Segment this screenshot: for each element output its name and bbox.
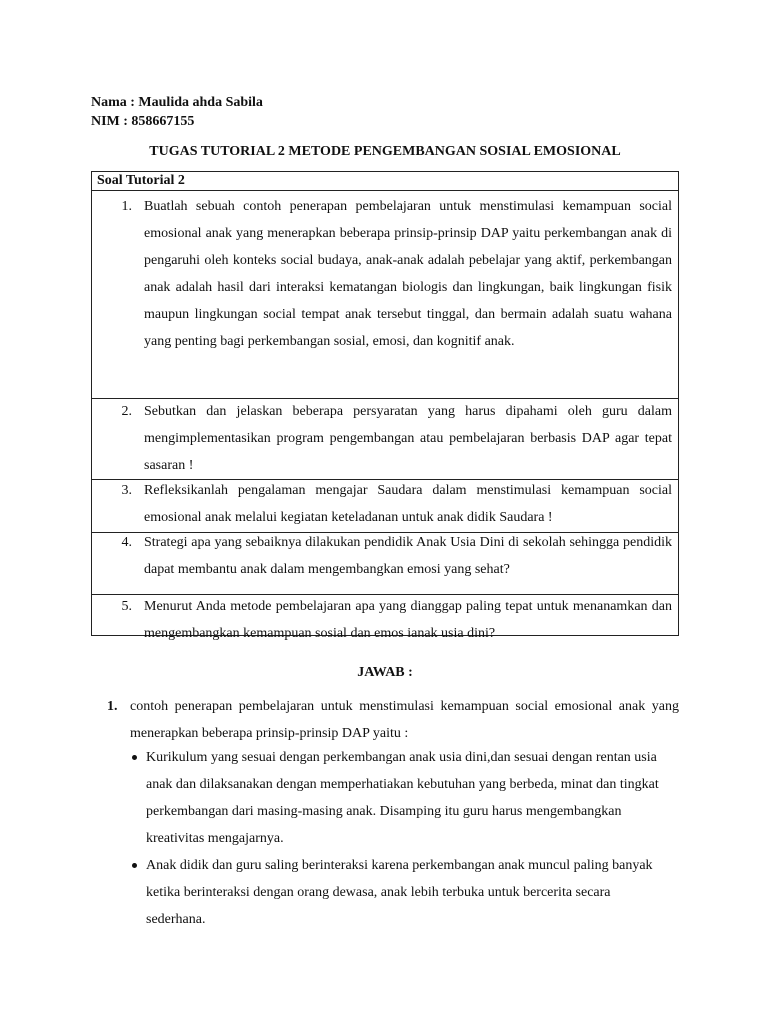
jawab-title: JAWAB :	[357, 665, 413, 680]
bullet-text: Kurikulum yang sesuai dengan perkembangan anak usia dini,dan sesuai dengan rentan usia anak dan dilaksanakan dengan memperhatiakan kebutuhan yang berbeda, minat dan tingkat perkembangan dari masing-masing anak. Disamping itu guru harus mengembangkan kreativitas mengajarnya.	[146, 750, 659, 846]
soal-table	[91, 171, 679, 641]
answer-number: 1.	[107, 699, 118, 714]
question-row-4	[92, 533, 678, 595]
question-number: 2.	[121, 404, 132, 419]
question-number: 5.	[121, 599, 132, 614]
question-text: Menurut Anda metode pembelajaran apa yang dianggap paling tepat untuk menanamkan dan mengembangkan kemampuan sosial dan emos ianak usia dini?	[144, 599, 672, 641]
student-name: Nama : Maulida ahda Sabila	[91, 95, 263, 110]
bullet-icon	[132, 755, 137, 760]
question-number: 4.	[121, 535, 132, 550]
answer-bullet-list	[130, 744, 660, 933]
answer-bullet-item	[130, 852, 660, 933]
table-header: Soal Tutorial 2	[92, 172, 678, 191]
question-text: Strategi apa yang sebaiknya dilakukan pendidik Anak Usia Dini di sekolah sehingga pendidik dapat membantu anak dalam mengembangkan emosi yang sehat?	[144, 535, 672, 577]
question-row-3	[92, 480, 678, 533]
question-row-2	[92, 399, 678, 480]
question-row-1	[92, 191, 678, 399]
question-text: Buatlah sebuah contoh penerapan pembelajaran untuk menstimulasi kemampuan social emosional anak yang menerapkan beberapa prinsip-prinsip DAP yaitu perkembangan anak di pengaruhi oleh konteks social budaya, anak-anak adalah pebelajar yang aktif, perkembangan anak adalah hasil dari interaksi kematangan biologis dan lingkungan, baik lingkungan fisik maupun lingkungan social tempat anak tersebut tinggal, dan bermain adalah suatu wahana yang penting bagi perkembangan sosial, emosi, dan kognitif anak.	[144, 199, 672, 349]
bullet-icon	[132, 863, 137, 868]
question-text: Sebutkan dan jelaskan beberapa persyaratan yang harus dipahami oleh guru dalam mengimplementasikan program pengembangan atau pembelajaran berbasis DAP agar tepat sasaran !	[144, 404, 672, 473]
question-text: Refleksikanlah pengalaman mengajar Saudara dalam menstimulasi kemampuan social emosional anak melalui kegiatan keteladanan untuk anak didik Saudara !	[144, 483, 672, 525]
question-number: 1.	[121, 199, 132, 214]
question-row-5	[92, 595, 678, 641]
bullet-text: Anak didik dan guru saling berinteraksi karena perkembangan anak muncul paling banyak ketika berinteraksi dengan orang dewasa, anak lebih terbuka untuk bercerita secara sederhana.	[146, 858, 653, 927]
document-title: TUGAS TUTORIAL 2 METODE PENGEMBANGAN SOSIAL EMOSIONAL	[149, 144, 621, 159]
answer-intro: contoh penerapan pembelajaran untuk menstimulasi kemampuan social emosional anak yang menerapkan beberapa prinsip-prinsip DAP yaitu :	[130, 699, 679, 741]
question-number: 3.	[121, 483, 132, 498]
answer-bullet-item	[130, 744, 660, 852]
student-nim: NIM : 858667155	[91, 114, 195, 129]
